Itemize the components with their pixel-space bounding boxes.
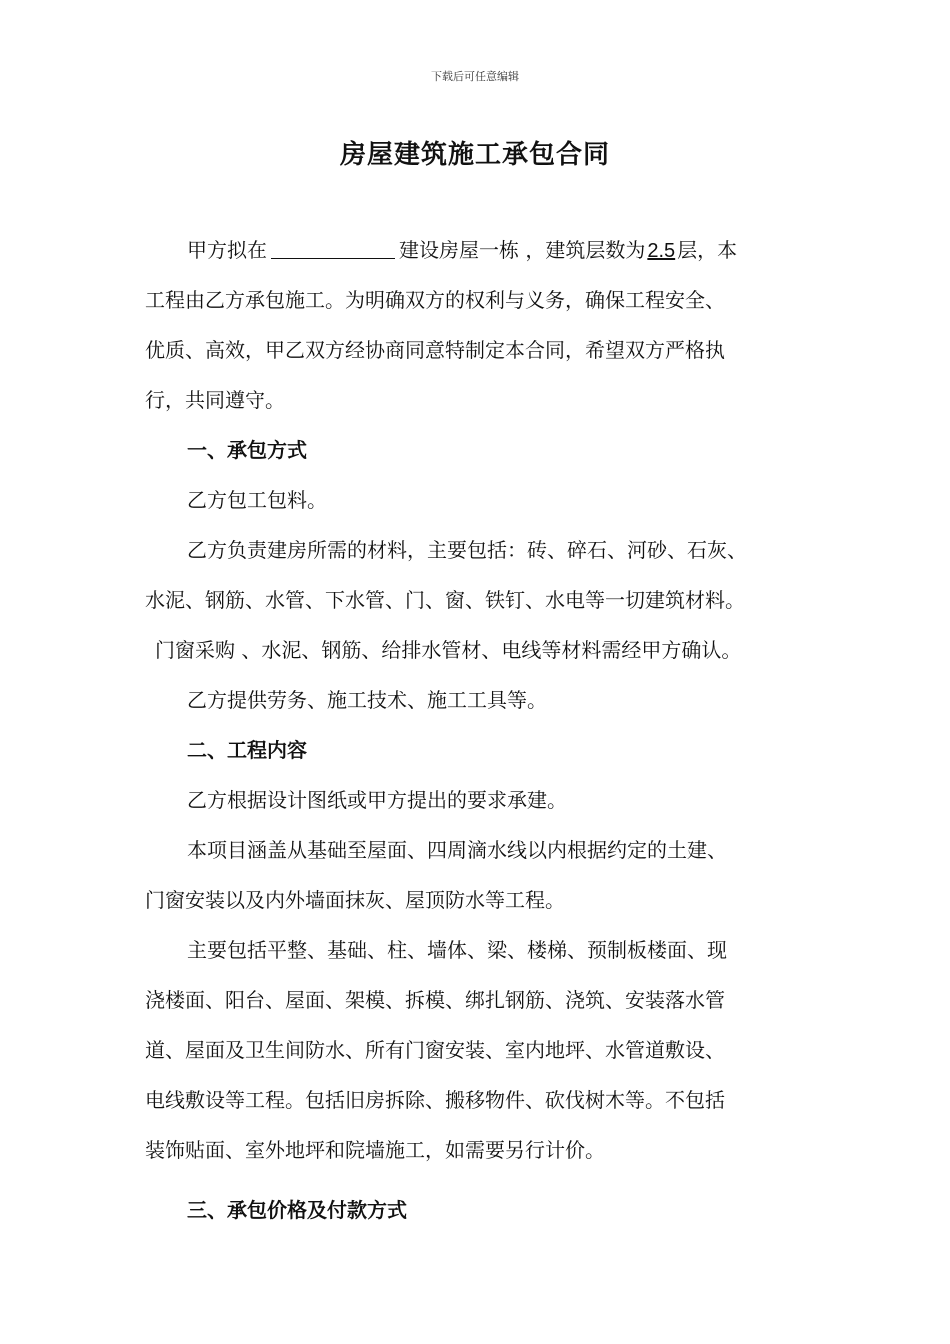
section-1-paragraph-2-line-1: 乙方负责建房所需的材料，主要包括：砖、碎石、河砂、石灰、 (187, 538, 747, 562)
header-note: 下载后可任意编辑 (431, 70, 519, 83)
floor-count: 2.5 (647, 240, 676, 262)
section-1-heading: 一、承包方式 (187, 438, 307, 462)
intro-text-end: 层，本 (677, 238, 738, 262)
section-2-paragraph-3-line-4: 电线敷设等工程。包括旧房拆除、搬移物件、砍伐树木等。不包括 (145, 1088, 725, 1112)
section-2-heading: 二、工程内容 (187, 738, 307, 762)
section-1-paragraph-2-line-2: 水泥、钢筋、水管、下水管、门、窗、铁钉、水电等一切建筑材料。 (145, 588, 745, 612)
section-3-heading: 三、承包价格及付款方式 (187, 1198, 407, 1222)
section-2-paragraph-3-line-3: 道、屋面及卫生间防水、所有门窗安装、室内地坪、水管道敷设、 (145, 1038, 725, 1062)
section-2-paragraph-1: 乙方根据设计图纸或甲方提出的要求承建。 (187, 788, 567, 812)
section-2-paragraph-3-line-5: 装饰贴面、室外地坪和院墙施工，如需要另行计价。 (145, 1138, 605, 1162)
section-2-paragraph-2-line-1: 本项目涵盖从基础至屋面、四周滴水线以内根据约定的土建、 (187, 838, 727, 862)
section-2-paragraph-3-line-2: 浇楼面、阳台、屋面、架模、拆模、绑扎钢筋、浇筑、安装落水管 (145, 988, 725, 1012)
section-1-paragraph-2-line-3: 门窗采购 、水泥、钢筋、给排水管材、电线等材料需经甲方确认。 (155, 638, 742, 662)
intro-line-4: 行，共同遵守。 (145, 388, 285, 412)
intro-text-middle: 建设房屋一栋 ，建筑层数为 (399, 238, 646, 262)
intro-line-2: 工程由乙方承包施工。为明确双方的权利与义务，确保工程安全、 (145, 288, 725, 312)
section-spacer (145, 1175, 815, 1185)
document-title: 房屋建筑施工承包合同 (339, 140, 610, 170)
section-2-paragraph-2-line-2: 门窗安装以及内外墙面抹灰、屋顶防水等工程。 (145, 888, 565, 912)
section-1-paragraph-3: 乙方提供劳务、施工技术、施工工具等。 (187, 688, 547, 712)
contract-body (145, 225, 815, 1235)
location-blank (271, 236, 395, 259)
intro-line-1 (145, 225, 815, 275)
intro-text-start: 甲方拟在 (187, 238, 267, 262)
intro-line-3: 优质、高效，甲乙双方经协商同意特制定本合同，希望双方严格执 (145, 338, 725, 362)
section-2-paragraph-3-line-1: 主要包括平整、基础、柱、墙体、梁、楼梯、预制板楼面、现 (187, 938, 727, 962)
section-1-paragraph-1: 乙方包工包料。 (187, 488, 327, 512)
